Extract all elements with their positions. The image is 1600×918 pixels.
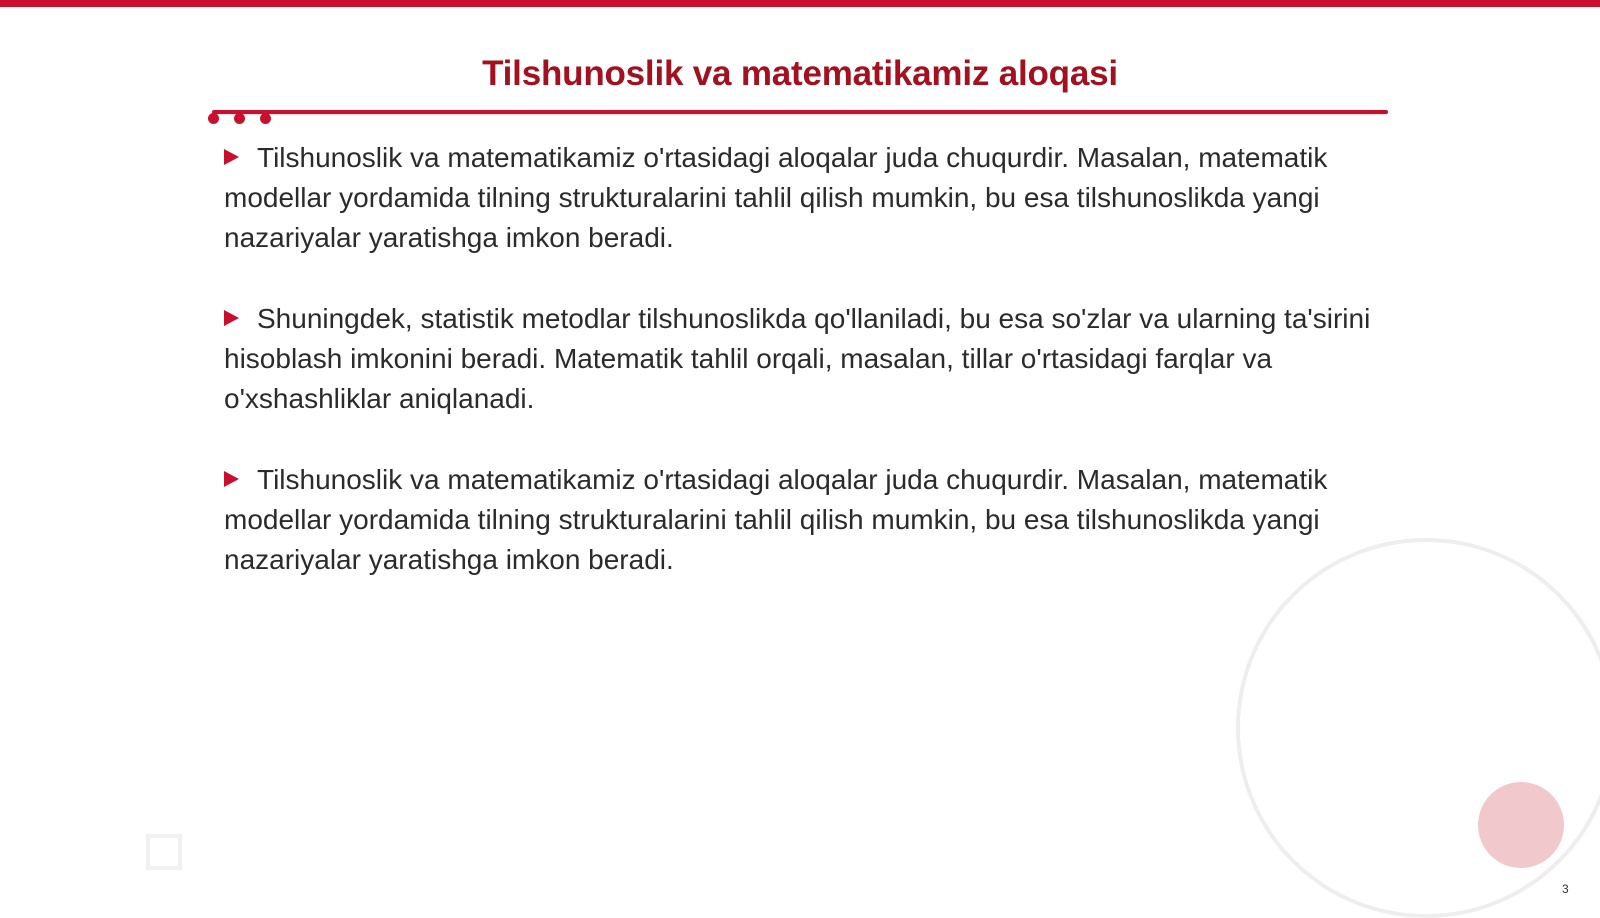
triangle-right-icon bbox=[224, 149, 239, 165]
triangle-right-icon bbox=[224, 310, 239, 326]
decorative-ring bbox=[1236, 538, 1600, 918]
bullet-paragraph-2 bbox=[224, 299, 1384, 419]
divider-dot-3 bbox=[260, 113, 271, 124]
decorative-circle bbox=[1478, 782, 1564, 868]
slide-title: Tilshunoslik va matematikamiz aloqasi bbox=[482, 54, 1118, 93]
bullet-paragraph-1 bbox=[224, 138, 1384, 258]
triangle-right-icon bbox=[224, 471, 239, 487]
divider-dot-1 bbox=[208, 113, 219, 124]
decorative-square bbox=[146, 834, 182, 870]
bullet-paragraph-3 bbox=[224, 460, 1384, 580]
paragraph-text: Tilshunoslik va matematikamiz o'rtasidagi aloqalar juda chuqurdir. Masalan, matematik modellar yordamida tilning strukturalarini tahlil qilish mumkin, bu esa tilshunoslikda yangi nazariyalar yaratishga imkon beradi. bbox=[224, 464, 1328, 575]
page-number: 3 bbox=[1562, 882, 1569, 896]
divider-dot-2 bbox=[234, 113, 245, 124]
slide-body bbox=[224, 138, 1384, 621]
title-divider bbox=[212, 110, 1388, 114]
paragraph-text: Tilshunoslik va matematikamiz o'rtasidagi aloqalar juda chuqurdir. Masalan, matematik modellar yordamida tilning strukturalarini tahlil qilish mumkin, bu esa tilshunoslikda yangi nazariyalar yaratishga imkon beradi. bbox=[224, 142, 1328, 253]
top-accent-bar bbox=[0, 0, 1600, 7]
paragraph-text: Shuningdek, statistik metodlar tilshunoslikda qo'llaniladi, bu esa so'zlar va ularning ta'sirini hisoblash imkonini beradi. Matematik tahlil orqali, masalan, tillar o'rtasidagi farqlar va o'xshashliklar aniqlanadi. bbox=[224, 303, 1371, 414]
